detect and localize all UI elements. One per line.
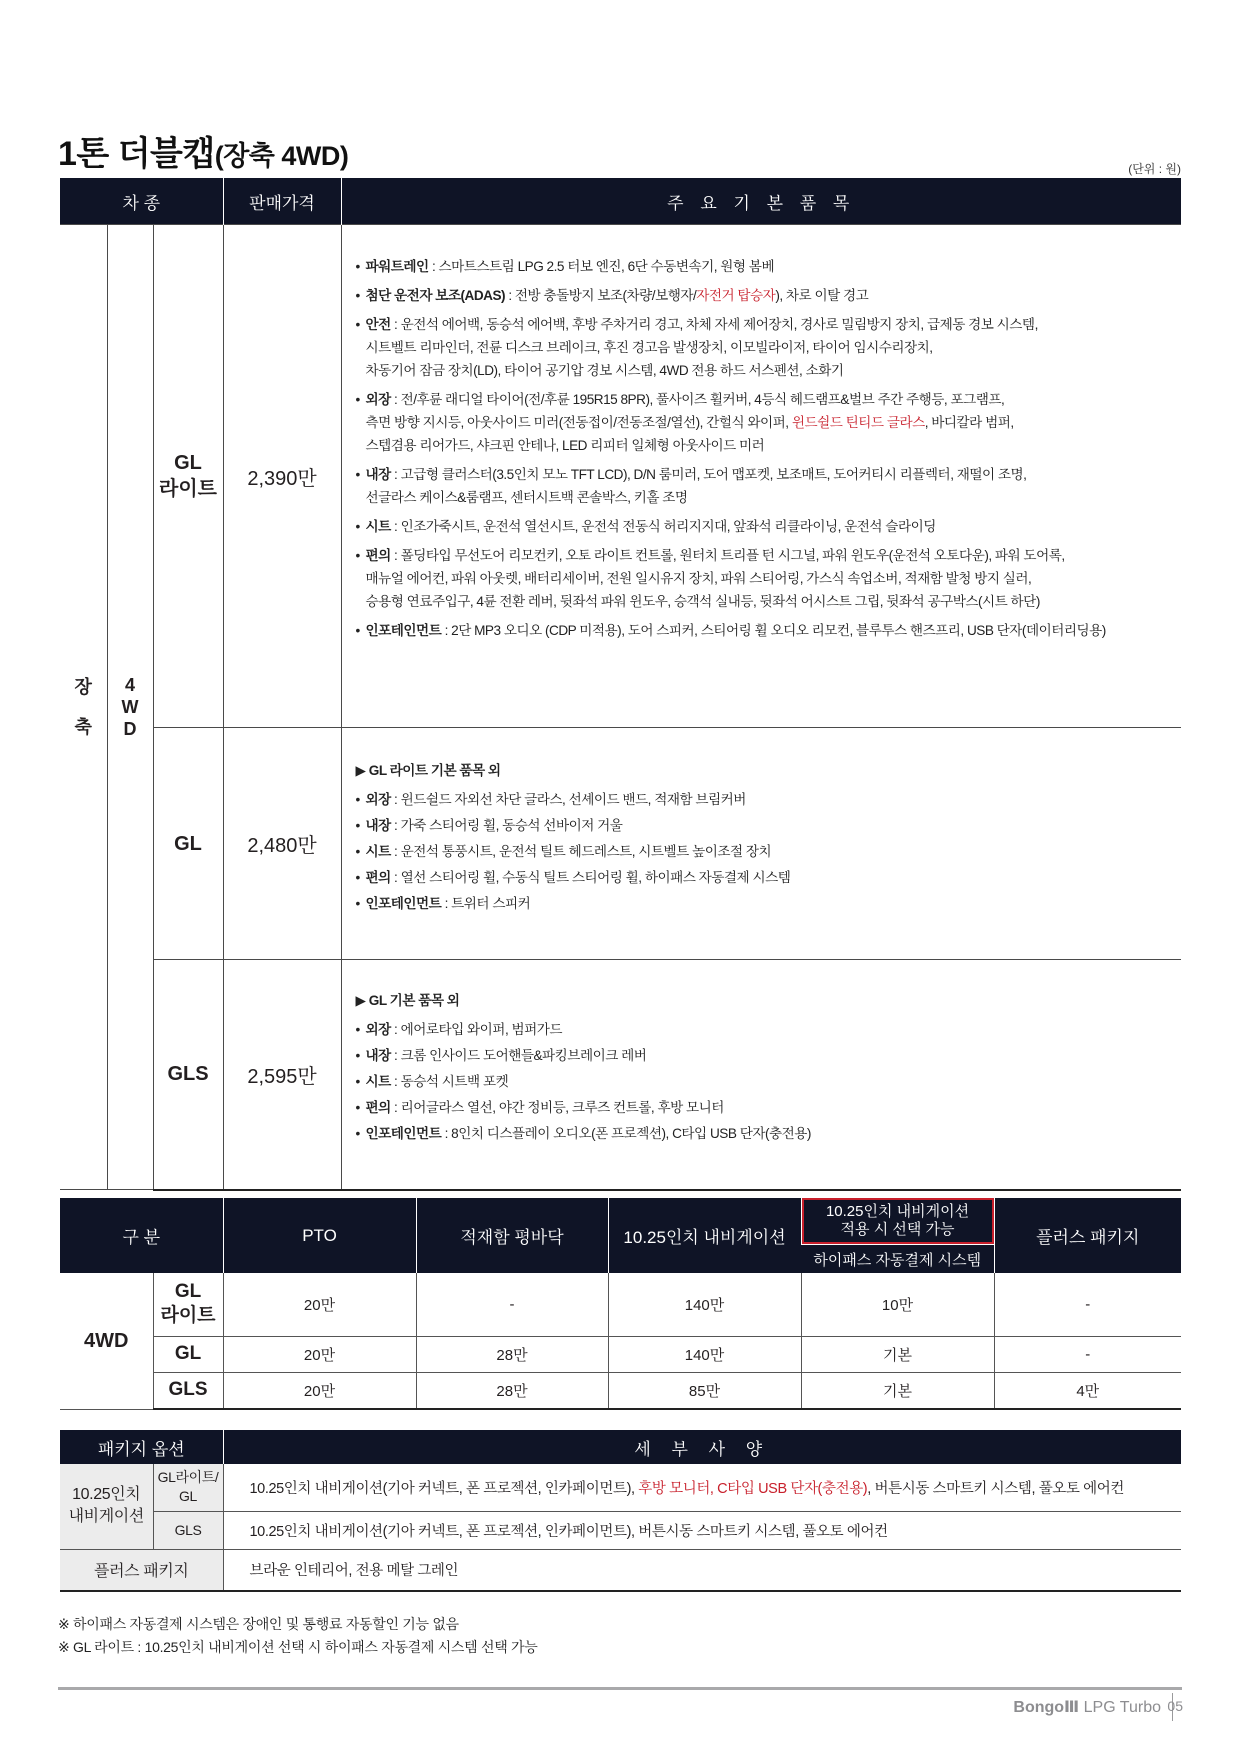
- feature-text: 승용형 연료주입구, 4륜 전환 레버, 뒷좌석 파워 윈도우, 승객석 실내등, 뒷좌석 어시스트 그립, 뒷좌석 공구박스(시트 하단): [365, 594, 1040, 609]
- feature-list: [341, 225, 1181, 728]
- feature-item: • 외장 : 윈드쉴드 자외선 차단 글라스, 선셰이드 밴드, 적재함 브림커버: [355, 792, 746, 807]
- package-trim: [153, 1464, 223, 1511]
- feature-list: [341, 960, 1181, 1190]
- feature-text: 시트벨트 리마인더, 전륜 디스크 브레이크, 후진 경고음 발생장치, 이모빌라이저, 타이어 임시수리장치,: [365, 340, 933, 355]
- feature-highlight: 윈드쉴드 틴티드 글라스: [791, 415, 925, 430]
- feature-text: : 전/후륜 래디얼 타이어(전/후륜 195R15 8PR), 풀사이즈 휠커버, 4등식 헤드램프&벌브 주간 주행등, 포그램프,: [390, 392, 1005, 407]
- trim-name-line2: 라이트: [159, 478, 217, 500]
- option-row: [60, 1336, 1181, 1372]
- title-main: 1톤 더블캡: [58, 135, 215, 173]
- option-trim-line1: GL: [174, 1281, 202, 1303]
- feature-text: : 크롬 인사이드 도어핸들&파킹브레이크 레버: [390, 1048, 647, 1063]
- trim-name: GL: [153, 728, 223, 960]
- page-number: 05: [1167, 1698, 1183, 1714]
- feature-item: • 편의 : 리어글라스 열선, 야간 정비등, 크루즈 컨트롤, 후방 모니터: [355, 1100, 724, 1115]
- package-table: [60, 1430, 1181, 1592]
- feature-text: : 열선 스티어링 휠, 수동식 틸트 스티어링 휠, 하이패스 자동결제 시스템: [390, 870, 791, 885]
- option-trim: [153, 1273, 223, 1336]
- main-header-row: [60, 178, 1181, 225]
- package-header-name: 패키지 옵션: [60, 1430, 223, 1464]
- package-trim: GLS: [153, 1511, 223, 1549]
- drive-char-1: 4: [124, 675, 135, 695]
- axle-char-2: 축: [74, 717, 92, 737]
- feature-label: 파워트레인: [365, 259, 429, 274]
- trim-price: 2,480만: [223, 728, 341, 960]
- feature-label: 편의: [365, 1100, 391, 1115]
- feature-label: 내장: [365, 818, 391, 833]
- package-detail-highlight: 후방 모니터, C타입 USB 단자(충전용): [638, 1480, 868, 1497]
- option-flatbed: -: [416, 1273, 608, 1336]
- footer-brand: [1013, 1697, 1161, 1717]
- feature-text: : 동승석 시트백 포켓: [390, 1074, 509, 1089]
- feature-item: • 안전 : 운전석 에어백, 동승석 에어백, 후방 주차거리 경고, 차체 자세 제어장치, 경사로 밀림방지 장치, 급제동 경보 시스템, 시트벨트 리마인더, 전륜 디스크 브레이크, 후진 경고음 발생장치, 이모빌라이저, 타이어 임시수리장치, 차동기어 잠금 장치(LD), 타이어 공기압 경보 시스템, 4WD 전용 하드 서스펜션, 소화기: [355, 317, 1038, 378]
- trim-row-gls: [60, 960, 1181, 1190]
- option-navi: 85만: [608, 1372, 801, 1409]
- drive-char-2: W: [121, 697, 139, 717]
- option-flatbed: 28만: [416, 1372, 608, 1409]
- feature-text: , 바디칼라 범퍼,: [924, 415, 1014, 430]
- header-features: 주 요 기 본 품 목: [341, 178, 1181, 225]
- feature-text: : 운전석 에어백, 동승석 에어백, 후방 주차거리 경고, 차체 자세 제어장치, 경사로 밀림방지 장치, 급제동 경보 시스템,: [390, 317, 1038, 332]
- feature-text: 매뉴얼 에어컨, 파워 아웃렛, 배터리세이버, 전원 일시유지 장치, 파워 스티어링, 가스식 속업소버, 적재함 발청 방지 실러,: [365, 571, 1032, 586]
- feature-text: : 인조가죽시트, 운전석 열선시트, 운전석 전동식 허리지지대, 앞좌석 리클라이닝, 운전석 슬라이딩: [390, 519, 936, 534]
- package-row: [60, 1464, 1181, 1511]
- package-detail-text: 10.25인치 내비게이션(기아 커넥트, 폰 프로젝션, 인카페이먼트),: [249, 1480, 639, 1497]
- navi-condition-line2: 적용 시 선택 가능: [840, 1221, 955, 1238]
- feature-heading: ▶ GL 라이트 기본 품목 외: [355, 763, 501, 778]
- feature-highlight: 자전거 탑승자: [696, 288, 776, 303]
- package-plus-name: 플러스 패키지: [60, 1549, 223, 1591]
- option-row: [60, 1273, 1181, 1336]
- option-plus: -: [994, 1336, 1181, 1372]
- package-header-detail: 세 부 사 양: [223, 1430, 1181, 1464]
- feature-text: : 폴딩타입 무선도어 리모컨키, 오토 라이트 컨트롤, 원터치 트리플 턴 시그널, 파워 윈도우(운전석 오토다운), 파워 도어록,: [390, 548, 1065, 563]
- feature-item: • 편의 : 폴딩타입 무선도어 리모컨키, 오토 라이트 컨트롤, 원터치 트리플 턴 시그널, 파워 윈도우(운전석 오토다운), 파워 도어록, 매뉴얼 에어컨, 파워 아웃렛, 배터리세이버, 전원 일시유지 장치, 파워 스티어링, 가스식 속업소버, 적재함 발청 방지 실러, 승용형 연료주입구, 4륜 전환 레버, 뒷좌석 파워 윈도우, 승객석 실내등, 뒷좌석 어시스트 그립, 뒷좌석 공구박스(시트 하단): [355, 548, 1065, 609]
- feature-label: 내장: [365, 467, 391, 482]
- feature-label: 시트: [365, 844, 391, 859]
- option-pto: 20만: [223, 1273, 416, 1336]
- feature-text: : 운전석 통풍시트, 운전석 틸트 헤드레스트, 시트벨트 높이조절 장치: [390, 844, 772, 859]
- option-header-plus: 플러스 패키지: [994, 1198, 1181, 1273]
- feature-label: 인포테인먼트: [365, 1126, 442, 1141]
- package-navi-name-line2: 내비게이션: [68, 1508, 144, 1526]
- axle-cell: [60, 225, 107, 1190]
- feature-text: : 고급형 클러스터(3.5인치 모노 TFT LCD), D/N 룸미러, 도어 맵포켓, 보조매트, 도어커티시 리플렉터, 재떨이 조명,: [390, 467, 1027, 482]
- trim-row-gl-lite: [60, 225, 1181, 728]
- feature-item: • 첨단 운전자 보조(ADAS) : 전방 충돌방지 보조(차량/보행자/자전거 탑승자), 차로 이탈 경고: [355, 288, 869, 303]
- feature-text: : 에어로타입 와이퍼, 범퍼가드: [390, 1022, 563, 1037]
- feature-item: • 내장 : 가죽 스티어링 휠, 동승석 선바이저 거울: [355, 818, 623, 833]
- feature-item: • 시트 : 인조가죽시트, 운전석 열선시트, 운전석 전동식 허리지지대, 앞좌석 리클라이닝, 운전석 슬라이딩: [355, 519, 936, 534]
- main-spec-table: [60, 178, 1181, 1191]
- drive-char-3: D: [123, 719, 137, 739]
- feature-text: 스텝겸용 리어가드, 샤크핀 안테나, LED 리피터 일체형 아웃사이드 미러: [365, 438, 765, 453]
- footnote: ※ GL 라이트 : 10.25인치 내비게이션 선택 시 하이패스 자동결제 시스템 선택 가능: [58, 1639, 538, 1655]
- header-price: 판매가격: [223, 178, 341, 225]
- navi-condition-line1: 10.25인치 내비게이션: [825, 1203, 970, 1220]
- trim-name: [153, 225, 223, 728]
- footer-model: LPG Turbo: [1083, 1699, 1161, 1716]
- option-header-navi-condition: [801, 1198, 994, 1245]
- package-row: [60, 1549, 1181, 1591]
- feature-label: 외장: [365, 392, 391, 407]
- feature-label: 외장: [365, 792, 391, 807]
- feature-text: 측면 방향 지시등, 아웃사이드 미러(전동접이/전동조절/열선), 간헐식 와이퍼,: [365, 415, 792, 430]
- package-detail: 10.25인치 내비게이션(기아 커넥트, 폰 프로젝션, 인카페이먼트), 버튼시동 스마트키 시스템, 풀오토 에어컨: [223, 1511, 1181, 1549]
- navi-condition-box: [802, 1198, 994, 1244]
- footer-divider: [58, 1687, 1182, 1690]
- feature-label: 편의: [365, 870, 391, 885]
- package-detail-text: , 버튼시동 스마트키 시스템, 풀오토 에어컨: [867, 1480, 1124, 1497]
- option-table: [60, 1198, 1181, 1410]
- feature-text: : 8인치 디스플레이 오디오(폰 프로젝션), C타입 USB 단자(충전용): [441, 1126, 811, 1141]
- feature-label: 내장: [365, 1048, 391, 1063]
- feature-item: • 내장 : 고급형 클러스터(3.5인치 모노 TFT LCD), D/N 룸미러, 도어 맵포켓, 보조매트, 도어커티시 리플렉터, 재떨이 조명, 선글라스 케이스&룸램프, 센터시트백 콘솔박스, 키홀 조명: [355, 467, 1027, 505]
- option-header-flatbed: 적재함 평바닥: [416, 1198, 608, 1273]
- option-navi: 140만: [608, 1336, 801, 1372]
- feature-text: : 2단 MP3 오디오 (CDP 미적용), 도어 스피커, 스티어링 휠 오디오 리모컨, 블루투스 핸즈프리, USB 단자(데이터리딩용): [441, 623, 1106, 638]
- feature-text: 선글라스 케이스&룸램프, 센터시트백 콘솔박스, 키홀 조명: [365, 490, 688, 505]
- option-trim: GL: [153, 1336, 223, 1372]
- option-navi: 140만: [608, 1273, 801, 1336]
- unit-label: (단위 : 원): [1128, 162, 1181, 176]
- package-navi-name: [60, 1464, 153, 1549]
- feature-item: • 인포테인먼트 : 8인치 디스플레이 오디오(폰 프로젝션), C타입 USB 단자(충전용): [355, 1126, 811, 1141]
- option-header-row: [60, 1198, 1181, 1245]
- option-hipass: 기본: [801, 1372, 994, 1409]
- feature-item: • 파워트레인 : 스마트스트림 LPG 2.5 터보 엔진, 6단 수동변속기, 원형 봄베: [355, 259, 775, 274]
- feature-item: • 외장 : 에어로타입 와이퍼, 범퍼가드: [355, 1022, 563, 1037]
- footer-brand-name: BongoⅢ: [1013, 1699, 1080, 1716]
- package-header-row: [60, 1430, 1181, 1464]
- feature-item: • 외장 : 전/후륜 래디얼 타이어(전/후륜 195R15 8PR), 풀사이즈 휠커버, 4등식 헤드램프&벌브 주간 주행등, 포그램프, 측면 방향 지시등, 아웃사이드 미러(전동접이/전동조절/열선), 간헐식 와이퍼, 윈드쉴드 틴티드 글라스, 바디칼라 범퍼, 스텝겸용 리어가드, 샤크핀 안테나, LED 리피터 일체형 아웃사이드 미러: [355, 392, 1014, 453]
- package-trim-line2: GL: [179, 1488, 197, 1505]
- footnote: ※ 하이패스 자동결제 시스템은 장애인 및 통행료 자동할인 기능 없음: [58, 1616, 459, 1632]
- feature-label: 편의: [365, 548, 391, 563]
- feature-label: 시트: [365, 1074, 391, 1089]
- title-sub: (장축 4WD): [214, 141, 349, 171]
- package-trim-line1: GL라이트/: [157, 1469, 219, 1486]
- axle-char-1: 장: [74, 677, 92, 697]
- feature-text: : 리어글라스 열선, 야간 정비등, 크루즈 컨트롤, 후방 모니터: [390, 1100, 724, 1115]
- feature-item: • 시트 : 동승석 시트백 포켓: [355, 1074, 509, 1089]
- option-pto: 20만: [223, 1336, 416, 1372]
- trim-name: GLS: [153, 960, 223, 1190]
- feature-label: 안전: [365, 317, 391, 332]
- option-flatbed: 28만: [416, 1336, 608, 1372]
- page-title: [58, 126, 348, 175]
- option-header-navi: 10.25인치 내비게이션: [608, 1198, 801, 1273]
- trim-price: 2,390만: [223, 225, 341, 728]
- option-trim: GLS: [153, 1372, 223, 1409]
- option-header-category: 구 분: [60, 1198, 223, 1273]
- feature-text: 차동기어 잠금 장치(LD), 타이어 공기압 경보 시스템, 4WD 전용 하드 서스펜션, 소화기: [365, 363, 844, 378]
- drive-cell: [107, 225, 153, 1190]
- header-model: 차 종: [60, 178, 223, 225]
- feature-text: : 전방 충돌방지 보조(차량/보행자/: [505, 288, 697, 303]
- option-pto: 20만: [223, 1372, 416, 1409]
- feature-text: : 트위터 스피커: [441, 896, 531, 911]
- package-navi-name-line1: 10.25인치: [72, 1486, 141, 1504]
- option-row: [60, 1372, 1181, 1409]
- feature-item: • 내장 : 크롬 인사이드 도어핸들&파킹브레이크 레버: [355, 1048, 647, 1063]
- feature-item: • 인포테인먼트 : 2단 MP3 오디오 (CDP 미적용), 도어 스피커, 스티어링 휠 오디오 리모컨, 블루투스 핸즈프리, USB 단자(데이터리딩용): [355, 623, 1106, 638]
- feature-text: ), 차로 이탈 경고: [775, 288, 869, 303]
- feature-item: • 시트 : 운전석 통풍시트, 운전석 틸트 헤드레스트, 시트벨트 높이조절 장치: [355, 844, 772, 859]
- trim-row-gl: [60, 728, 1181, 960]
- feature-label: 첨단 운전자 보조(ADAS): [365, 288, 506, 303]
- option-plus: 4만: [994, 1372, 1181, 1409]
- option-header-pto: PTO: [223, 1198, 416, 1273]
- option-plus: -: [994, 1273, 1181, 1336]
- feature-item: • 편의 : 열선 스티어링 휠, 수동식 틸트 스티어링 휠, 하이패스 자동결제 시스템: [355, 870, 791, 885]
- option-header-hipass: 하이패스 자동결제 시스템: [801, 1245, 994, 1274]
- feature-label: 인포테인먼트: [365, 623, 442, 638]
- feature-text: : 윈드쉴드 자외선 차단 글라스, 선셰이드 밴드, 적재함 브림커버: [390, 792, 746, 807]
- option-drive: 4WD: [60, 1273, 153, 1409]
- feature-heading: ▶ GL 기본 품목 외: [355, 993, 460, 1008]
- package-detail: [223, 1464, 1181, 1511]
- trim-price: 2,595만: [223, 960, 341, 1190]
- feature-label: 인포테인먼트: [365, 896, 442, 911]
- feature-label: 시트: [365, 519, 391, 534]
- feature-text: : 스마트스트림 LPG 2.5 터보 엔진, 6단 수동변속기, 원형 봄베: [428, 259, 775, 274]
- option-trim-line2: 라이트: [160, 1305, 216, 1327]
- trim-name-line1: GL: [174, 452, 202, 474]
- option-hipass: 10만: [801, 1273, 994, 1336]
- feature-list: [341, 728, 1181, 960]
- option-hipass: 기본: [801, 1336, 994, 1372]
- package-row: [60, 1511, 1181, 1549]
- feature-text: : 가죽 스티어링 휠, 동승석 선바이저 거울: [390, 818, 623, 833]
- package-detail: 브라운 인테리어, 전용 메탈 그레인: [223, 1549, 1181, 1591]
- feature-label: 외장: [365, 1022, 391, 1037]
- feature-item: • 인포테인먼트 : 트위터 스피커: [355, 896, 531, 911]
